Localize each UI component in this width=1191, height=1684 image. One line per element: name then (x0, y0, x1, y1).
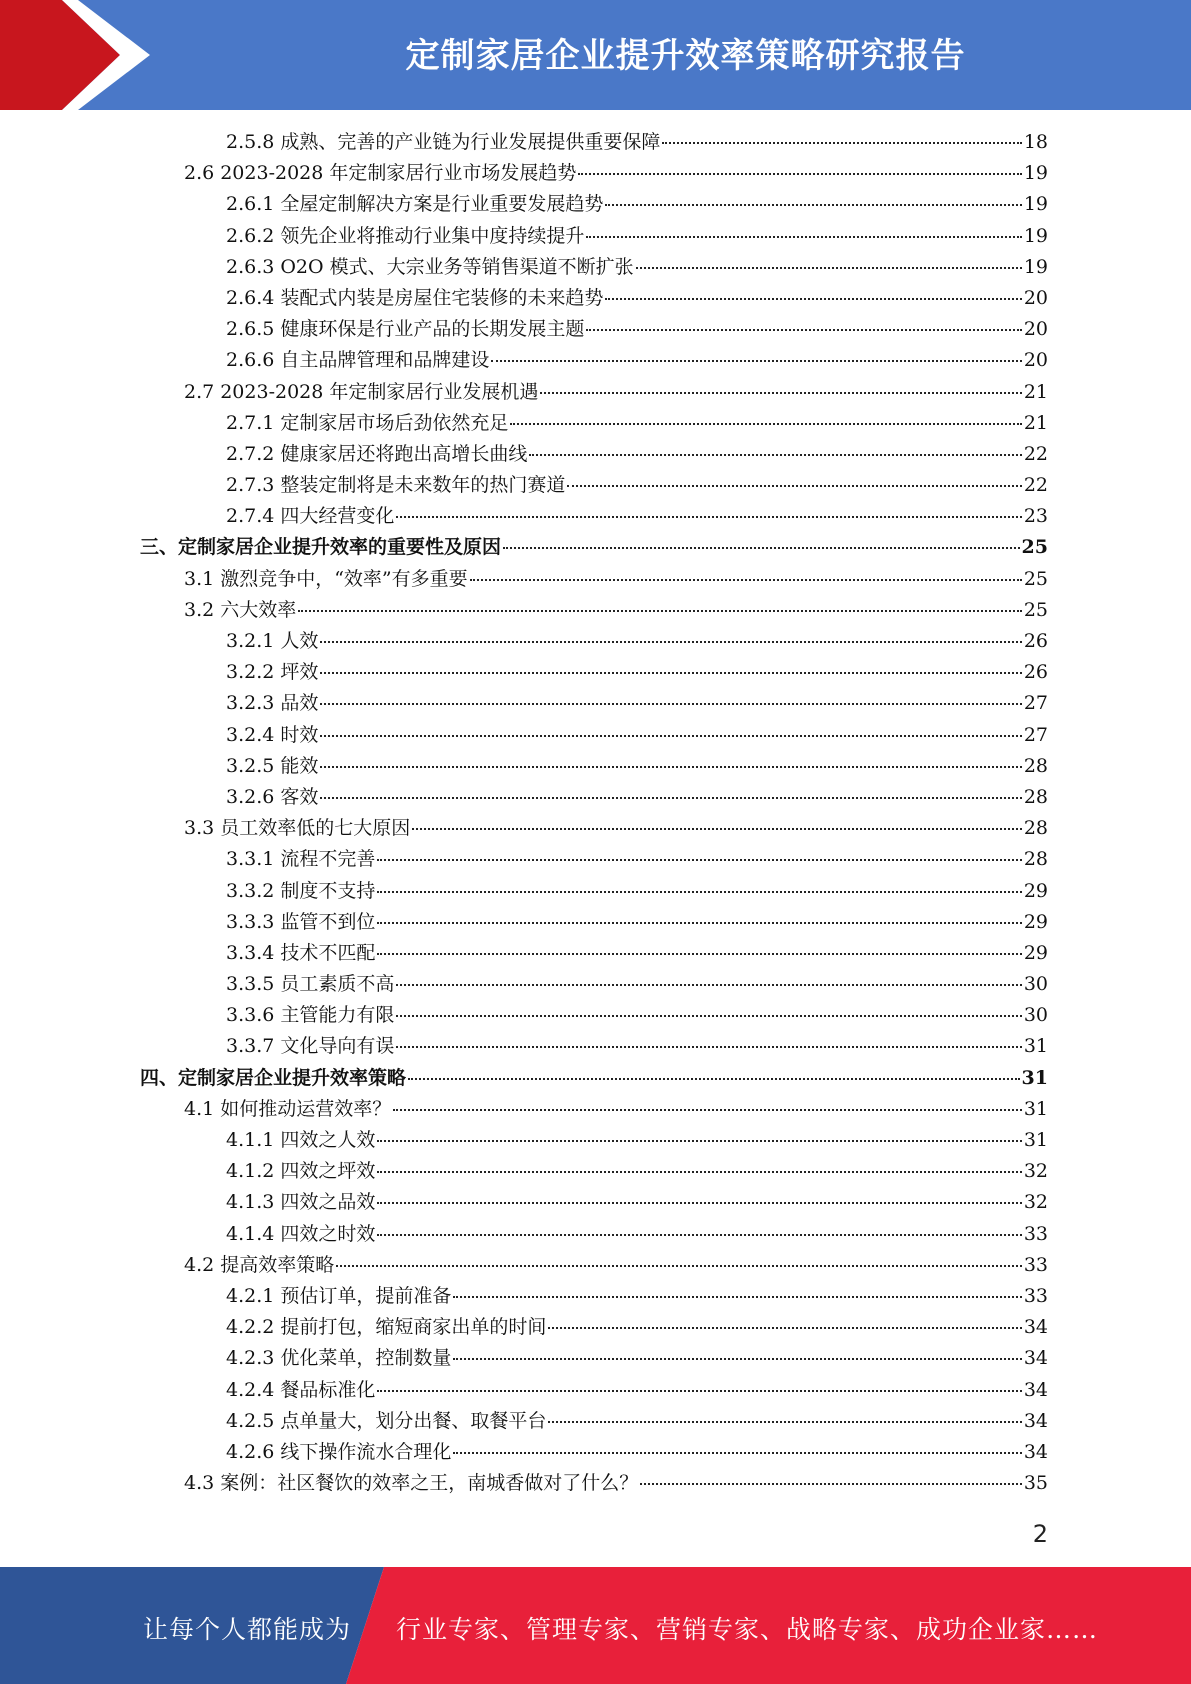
toc-entry-title: 提前打包，缩短商家出单的时间 (280, 1316, 547, 1339)
toc-entry-title: 品效 (280, 692, 319, 715)
toc-entry[interactable] (140, 1031, 1048, 1062)
toc-entry[interactable] (140, 345, 1048, 376)
toc-entry-number: 4.1.4 (226, 1222, 275, 1245)
toc-entry-title: 成熟、完善的产业链为行业发展提供重要保障 (280, 131, 661, 153)
toc-entry-number: 四、 (140, 1066, 179, 1089)
toc-entry-number: 3.3.6 (226, 1004, 275, 1027)
toc-dot-leader (320, 703, 1021, 705)
toc-entry-number: 2.6.4 (226, 286, 275, 309)
toc-entry-number: 3.3.2 (226, 879, 275, 902)
toc-entry-page: 28 (1023, 817, 1048, 840)
toc-entry-page: 34 (1023, 1440, 1048, 1463)
toc-entry-number: 3.2.2 (226, 661, 275, 684)
toc-entry-page: 28 (1023, 848, 1048, 871)
toc-dot-leader (377, 859, 1021, 861)
toc-entry-page: 19 (1023, 255, 1048, 278)
toc-dot-leader (298, 610, 1022, 612)
toc-entry-page: 32 (1023, 1160, 1048, 1183)
toc-dot-leader (640, 1483, 1022, 1485)
toc-entry[interactable] (140, 751, 1048, 782)
toc-entry-title: 提高效率策略 (220, 1253, 335, 1276)
toc-entry-title: 技术不匹配 (280, 941, 376, 964)
toc-entry[interactable] (140, 1125, 1048, 1156)
toc-entry[interactable] (140, 501, 1048, 532)
toc-dot-leader (377, 1234, 1021, 1236)
toc-entry-title: 自主品牌管理和品牌建设 (280, 349, 490, 372)
toc-entry-title: 员工素质不高 (280, 973, 395, 996)
toc-entry-title: 线下操作流水合理化 (280, 1440, 452, 1463)
toc-dot-leader (491, 360, 1021, 362)
toc-entry-page: 23 (1023, 505, 1048, 528)
toc-dot-leader (377, 922, 1021, 924)
toc-entry[interactable] (140, 314, 1048, 345)
toc-entry-number: 3.3.1 (226, 848, 275, 871)
toc-entry-page: 32 (1023, 1191, 1048, 1214)
toc-entry[interactable] (140, 377, 1048, 408)
toc-entry-page: 33 (1023, 1222, 1048, 1245)
toc-dot-leader (453, 1452, 1021, 1454)
toc-entry-page: 22 (1023, 474, 1048, 497)
toc-dot-leader (377, 1390, 1021, 1392)
toc-entry-title: 四效之品效 (280, 1191, 376, 1214)
toc-entry-number: 3.2.1 (226, 630, 275, 652)
footer-roles: 行业专家、管理专家、营销专家、战略专家、成功企业家…… (396, 1615, 1099, 1644)
toc-entry[interactable] (140, 969, 1048, 1000)
toc-entry[interactable] (140, 876, 1048, 907)
toc-entry[interactable] (140, 439, 1048, 470)
toc-entry-title: 装配式内装是房屋住宅装修的未来趋势 (280, 286, 604, 309)
toc-dot-leader (320, 797, 1021, 799)
toc-dot-leader (320, 766, 1021, 768)
toc-entry[interactable] (140, 1406, 1048, 1437)
toc-dot-leader (605, 204, 1021, 206)
toc-entry-page: 34 (1023, 1316, 1048, 1339)
toc-entry[interactable] (140, 626, 1048, 657)
toc-entry-page: 25 (1021, 536, 1048, 559)
toc-entry-title: 四大经营变化 (280, 505, 395, 528)
toc-entry[interactable] (140, 564, 1048, 595)
toc-entry-page: 21 (1023, 380, 1048, 403)
toc-entry-number: 2.5.8 (226, 131, 275, 153)
toc-entry-title: 时效 (280, 723, 319, 746)
toc-entry-page: 20 (1023, 286, 1048, 309)
toc-entry-number: 3.2.4 (226, 723, 275, 746)
toc-entry-number: 2.7.4 (226, 505, 275, 528)
toc-entry-number: 4.2.3 (226, 1347, 275, 1370)
toc-dot-leader (412, 828, 1022, 830)
toc-entry-page: 27 (1023, 723, 1048, 746)
toc-entry[interactable] (140, 1343, 1048, 1374)
toc-entry-title: 整装定制将是未来数年的热门赛道 (280, 474, 566, 497)
toc-entry[interactable] (140, 1219, 1048, 1250)
toc-entry[interactable] (140, 1281, 1048, 1312)
toc-dot-leader (605, 298, 1021, 300)
toc-entry-number: 3.2.6 (226, 785, 275, 808)
toc-entry-page: 18 (1023, 131, 1048, 153)
toc-entry[interactable] (140, 127, 1048, 158)
toc-entry[interactable] (140, 1250, 1048, 1281)
toc-entry[interactable] (140, 720, 1048, 751)
toc-entry-page: 31 (1023, 1097, 1048, 1120)
toc-entry-title: 如何推动运营效率？ (220, 1097, 392, 1120)
toc-entry-number: 2.7.3 (226, 474, 275, 497)
toc-entry[interactable] (140, 283, 1048, 314)
toc-dot-leader (336, 1265, 1022, 1267)
toc-entry-number: 2.6 (184, 162, 215, 185)
toc-entry[interactable] (140, 657, 1048, 688)
toc-entry[interactable] (140, 221, 1048, 252)
toc-dot-leader (662, 142, 1021, 144)
footer-slogan: 让每个人都能成为 (143, 1615, 352, 1644)
toc-entry[interactable] (140, 470, 1048, 501)
toc-entry-page: 27 (1023, 692, 1048, 715)
toc-entry[interactable] (140, 1156, 1048, 1187)
toc-entry-title: 人效 (280, 630, 319, 652)
red-arrow-icon (0, 0, 160, 110)
toc-dot-leader (503, 547, 1020, 549)
toc-entry-title: 客效 (280, 785, 319, 808)
toc-entry[interactable] (140, 189, 1048, 220)
toc-entry-page: 31 (1023, 1035, 1048, 1058)
toc-entry-page: 29 (1023, 879, 1048, 902)
toc-entry-title: 文化导向有误 (280, 1035, 395, 1058)
toc-entry-page: 25 (1023, 567, 1048, 590)
toc-entry[interactable] (140, 252, 1048, 283)
toc-entry-title: 2023-2028 年定制家居行业市场发展趋势 (220, 162, 577, 185)
toc-entry-title: 餐品标准化 (280, 1378, 376, 1401)
toc-entry-number: 3.3.5 (226, 973, 275, 996)
toc-entry-number: 2.7 (184, 380, 215, 403)
page-header (0, 0, 1191, 110)
toc-entry-page: 30 (1023, 1004, 1048, 1027)
toc-entry-title: 优化菜单，控制数量 (280, 1347, 452, 1370)
toc-entry-title: 流程不完善 (280, 848, 376, 871)
toc-dot-leader (377, 1202, 1021, 1204)
toc-entry[interactable] (140, 1375, 1048, 1406)
toc-entry[interactable] (140, 782, 1048, 813)
toc-entry-number: 4.2.2 (226, 1316, 275, 1339)
toc-entry-number: 2.6.2 (226, 224, 275, 247)
toc-dot-leader (510, 423, 1021, 425)
toc-entry-title: 定制家居企业提升效率的重要性及原因 (178, 536, 502, 559)
toc-entry-page: 34 (1023, 1409, 1048, 1432)
toc-entry[interactable] (140, 1063, 1048, 1094)
toc-entry-title: 制度不支持 (280, 879, 376, 902)
toc-entry-page: 29 (1023, 941, 1048, 964)
toc-dot-leader (396, 516, 1021, 518)
toc-dot-leader (529, 454, 1021, 456)
toc-entry-page: 21 (1023, 411, 1048, 434)
toc-entry[interactable] (140, 1094, 1048, 1125)
toc-entry-number: 4.1.3 (226, 1191, 275, 1214)
toc-dot-leader (320, 641, 1021, 643)
toc-entry-page: 25 (1023, 598, 1048, 621)
toc-entry-number: 4.3 (184, 1472, 215, 1495)
toc-entry-title: 健康环保是行业产品的长期发展主题 (280, 318, 585, 341)
toc-entry-number: 3.2.3 (226, 692, 275, 715)
toc-entry-page: 19 (1023, 193, 1048, 216)
toc-entry-page: 30 (1023, 973, 1048, 996)
toc-entry[interactable] (140, 1437, 1048, 1468)
toc-dot-leader (408, 1078, 1020, 1080)
toc-entry-page: 34 (1023, 1347, 1048, 1370)
toc-entry-number: 3.3.4 (226, 941, 275, 964)
toc-dot-leader (586, 329, 1021, 331)
toc-entry-title: 四效之时效 (280, 1222, 376, 1245)
toc-entry-title: 能效 (280, 754, 319, 777)
toc-entry-number: 2.7.1 (226, 411, 275, 434)
toc-entry-number: 2.6.6 (226, 349, 275, 372)
toc-entry-number: 3.3.3 (226, 910, 275, 933)
toc-entry-page: 35 (1023, 1472, 1048, 1495)
toc-entry-page: 33 (1023, 1253, 1048, 1276)
toc-entry-number: 4.2.6 (226, 1440, 275, 1463)
toc-dot-leader (567, 485, 1021, 487)
toc-entry[interactable] (140, 1312, 1048, 1343)
toc-entry-page: 26 (1023, 630, 1048, 652)
toc-entry-page: 19 (1023, 224, 1048, 247)
toc-entry-number: 2.6.1 (226, 193, 275, 216)
toc-entry-title: 案例：社区餐饮的效率之王，南城香做对了什么？ (220, 1472, 639, 1495)
toc-dot-leader (453, 1296, 1021, 1298)
toc-entry-title: 监管不到位 (280, 910, 376, 933)
toc-entry-page: 31 (1023, 1129, 1048, 1151)
toc-entry-number: 4.2.4 (226, 1378, 275, 1401)
toc-dot-leader (377, 1171, 1021, 1173)
toc-entry-page: 19 (1023, 162, 1048, 185)
toc-entry-page: 28 (1023, 754, 1048, 777)
toc-entry-title: 领先企业将推动行业集中度持续提升 (280, 224, 585, 247)
toc-entry-title: 员工效率低的七大原因 (220, 817, 411, 840)
toc-entry-title: O2O 模式、大宗业务等销售渠道不断扩张 (280, 255, 634, 278)
toc-entry-number: 三、 (140, 536, 179, 559)
toc-entry-number: 3.2.5 (226, 754, 275, 777)
toc-entry[interactable] (140, 595, 1048, 626)
toc-entry-title: 坪效 (280, 661, 319, 684)
toc-entry[interactable] (140, 688, 1048, 719)
toc-entry-number: 2.6.3 (226, 255, 275, 278)
toc-entry[interactable] (140, 938, 1048, 969)
toc-dot-leader (548, 1327, 1021, 1329)
report-title: 定制家居企业提升效率策略研究报告 (405, 36, 966, 76)
toc-entry-page: 26 (1023, 661, 1048, 684)
toc-entry-title: 六大效率 (220, 598, 297, 621)
toc-dot-leader (586, 236, 1021, 238)
toc-dot-leader (396, 984, 1021, 986)
toc-entry-page: 20 (1023, 349, 1048, 372)
toc-entry[interactable] (140, 408, 1048, 439)
toc-entry-page: 34 (1023, 1378, 1048, 1401)
toc-entry-title: 四效之人效 (280, 1129, 376, 1151)
toc-dot-leader (396, 1046, 1021, 1048)
toc-entry-number: 4.1.2 (226, 1160, 275, 1183)
toc-entry-number: 3.1 (184, 567, 215, 590)
toc-entry-number: 3.3.7 (226, 1035, 275, 1058)
toc-entry-number: 4.2.1 (226, 1284, 275, 1307)
toc-entry-number: 4.2 (184, 1253, 215, 1276)
toc-dot-leader (578, 173, 1021, 175)
toc-entry-title: 2023-2028 年定制家居行业发展机遇 (220, 380, 539, 403)
toc-entry-title: 四效之坪效 (280, 1160, 376, 1183)
toc-entry-page: 22 (1023, 442, 1048, 465)
toc-dot-leader (540, 392, 1021, 394)
toc-entry-title: 激烈竞争中，“效率”有多重要 (220, 567, 468, 590)
toc-entry-title: 定制家居企业提升效率策略 (178, 1066, 407, 1089)
toc-entry-title: 主管能力有限 (280, 1004, 395, 1027)
toc-entry-title: 定制家居市场后劲依然充足 (280, 411, 509, 434)
toc-entry-title: 预估订单，提前准备 (280, 1284, 452, 1307)
toc-entry-title: 点单量大，划分出餐、取餐平台 (280, 1409, 547, 1432)
toc-entry-page: 31 (1021, 1066, 1048, 1089)
toc-entry[interactable] (140, 158, 1048, 189)
page-footer (0, 1567, 1191, 1684)
toc-entry-title: 全屋定制解决方案是行业重要发展趋势 (280, 193, 604, 216)
toc-entry-page: 33 (1023, 1284, 1048, 1307)
toc-entry[interactable] (140, 532, 1048, 563)
toc-dot-leader (377, 1140, 1021, 1142)
toc-dot-leader (548, 1421, 1021, 1423)
toc-dot-leader (453, 1358, 1021, 1360)
toc-dot-leader (377, 953, 1021, 955)
toc-entry-number: 2.7.2 (226, 442, 275, 465)
toc-dot-leader (377, 891, 1021, 893)
toc-entry-page: 28 (1023, 785, 1048, 808)
toc-dot-leader (396, 1015, 1021, 1017)
toc-entry-number: 4.1 (184, 1097, 215, 1120)
toc-entry[interactable] (140, 1187, 1048, 1218)
toc-entry-number: 3.3 (184, 817, 215, 840)
toc-entry-number: 2.6.5 (226, 318, 275, 341)
toc-entry[interactable] (140, 1000, 1048, 1031)
toc-entry[interactable] (140, 813, 1048, 844)
toc-entry-page: 20 (1023, 318, 1048, 341)
toc-entry-page: 29 (1023, 910, 1048, 933)
toc-entry-number: 4.2.5 (226, 1409, 275, 1432)
toc-entry-title: 健康家居还将跑出高增长曲线 (280, 442, 528, 465)
toc-dot-leader (393, 1109, 1022, 1111)
toc-dot-leader (320, 672, 1021, 674)
toc-dot-leader (636, 267, 1022, 269)
toc-entry[interactable] (140, 1468, 1048, 1499)
toc-entry-number: 3.2 (184, 598, 215, 621)
toc-dot-leader (320, 735, 1021, 737)
toc-entry[interactable] (140, 844, 1048, 875)
toc-entry[interactable] (140, 907, 1048, 938)
page-number: 2 (1032, 1520, 1048, 1548)
toc-entry-number: 4.1.1 (226, 1129, 275, 1151)
toc-dot-leader (470, 579, 1022, 581)
table-of-contents (140, 127, 1048, 1499)
